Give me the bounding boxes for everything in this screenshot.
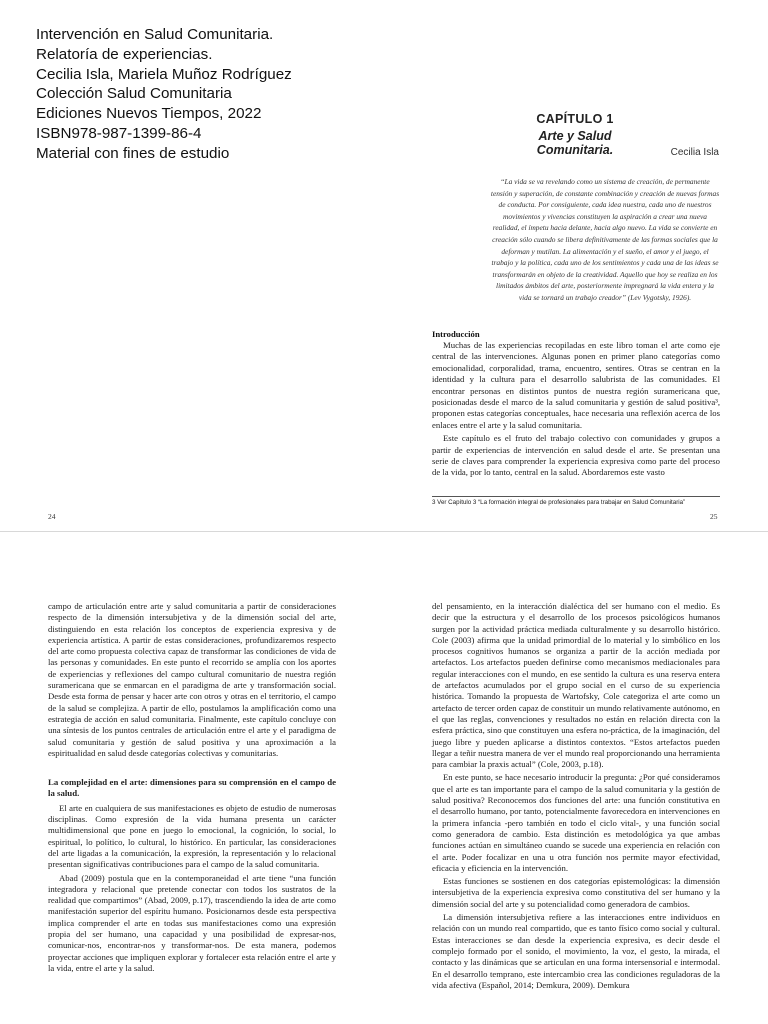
citation-line: Colección Salud Comunitaria [36,85,232,103]
citation-line: Material con fines de estudio [36,144,230,162]
citation-line: ISBN978-987-1399-86-4 [36,124,202,142]
paragraph: Este capítulo es el fruto del trabajo colectivo con comunidades y grupos a partir de experiencias de intervención en salud desde el arte. Se presentan una serie de claves para comprender la experiencia expresiva como parte del proceso de la vida, por lo tanto, central en la salud. Abordaremos este vasto [432,433,720,478]
citation-line: Cecilia Isla, Mariela Muñoz Rodríguez [36,65,292,83]
paragraph: Estas funciones se sostienen en dos categorías epistemológicas: la dimensión intersubjetiva de la experiencia expresiva como constitutiva del ser humano y la dimensión social del arte y su potencialidad como generadora de cambios. [432,876,720,909]
paragraph: En este punto, se hace necesario introducir la pregunta: ¿Por qué consideramos que el arte es tan importante para el campo de la salud comunitaria y la gestión de salud positiva? Reconocemos dos funciones del arte: una función constitutiva en el desarrollo humano, por tanto, potencialmente favorecedora en intervenciones en la primera infancia -pero también en todo el ciclo vital-, y una función social como generadora de cambio. Esta distinción es metodológica ya que ambas funciones actúan en simultáneo cuando se sucede una experiencia en relación con el arte. Poder focalizar en una u otra función nos permite mayor efectividad, eficacia y eficiencia en la intervención. [432,772,720,873]
chapter-author: Cecilia Isla [670,147,719,158]
citation-line: Relatoría de experiencias. [36,45,213,63]
intro-heading: Introducción [432,329,480,339]
page-number-left: 24 [48,512,56,521]
epigraph-quote: “La vida se va revelando como un sistema de creación, de permanente tensión y superación, de constante combinación y creación de nuevas formas de conducta. Por consiguiente, cada idea nuestra, cada uno de nuestros movimientos y vivencias constituyen la aspiración a crear una nueva realidad, el ímpetu hacia delante, hacia algo nuevo. La vida se convierte en creación sólo cuando se libera definitivamente de las formas sociales que la deforman y mutilan. La alimentación y el sueño, el amor y el juego, el trabajo y la política, cada uno de los sentimientos y cada una de las ideas se transformarán en objeto de la creatividad. Aquello que hoy se realiza en los limitados ámbitos del arte, posteriormente impregnará la vida entera y la vida se tornará un trabajo creador” (Lev Vygotsky, 1926). [490,177,720,302]
citation-line: Intervención en Salud Comunitaria. [36,26,274,43]
intro-body [432,340,720,481]
footnote: 3 Ver Capítulo 3 “La formación integral de profesionales para trabajar en Salud Comunitaria” [432,499,686,506]
paragraph: del pensamiento, en la interacción dialéctica del ser humano con el medio. Es decir que la estructura y el desarrollo de los procesos psicológicos humanos surgen por la actividad práctica mediada culturalmente y su desarrollo histórico. Cole (2003) afirma que la unidad primordial de lo material y lo simbólico en los procesos cognitivos humanos se organiza a partir de la acción mediada por artefactos. Los artefactos pueden definirse como mecanismos mediacionales para regular interacciones con el mundo, en ese sentido la cultura es una reserva entera de artefactos acumulados por el grupo social en el curso de su experiencia histórica. Tomando la propuesta de Wartofsky, Cole categoriza el arte como un artefacto de tercer orden capaz de constituir un mundo relativamente autónomo, en el que las reglas, convenciones y resultados no están en relación directa con la esfera práctica, sino que constituyen una esfera no-práctica, de la imaginación, del juego libre y pueden aplicarse a distintos contextos. “Estos artefactos pueden llegar a teñir nuestra manera de ver el mundo real proporcionando una herramienta para cambiar la praxis actual” (Cole, 2003, p.18). [432,601,721,770]
paragraph: campo de articulación entre arte y salud comunitaria a partir de consideraciones respecto de la dimensión intersubjetiva y de la dimensión social del arte, distinguiendo en esta relación los conceptos de experiencia expresiva y de experiencia artística. A partir de estas consideraciones, profundizaremos respecto del arte como propuesta colectiva capaz de transformar las condiciones de vida de las personas y comunidades. En este punto el recorrido se amplía con los aportes de experiencias y reflexiones del campo cultural comunitario de nuestra región suramericana que se enmarcan en el paradigma de arte y transformación social. Desde esta forma de pensar y hacer arte con otros y otras en el territorio, el campo de la salud se complejiza. A partir de ello, postulamos la amplificación como una estrategia de acción en salud comunitaria. Finalmente, este capítulo concluye con una síntesis de los puntos centrales de articulación entre el arte y el paradigma de salud comunitaria y gestión de salud positiva y una aproximación a la espiritualidad en salud desde categorías colectivas y comunitarias. [48,601,336,758]
paragraph: El arte en cualquiera de sus manifestaciones es objeto de estudio de numerosas disciplinas. Como expresión de la vida humana presenta un carácter multidimensional que pone en juego lo emocional, la cognición, lo social, lo espiritual, lo político, lo cultural, lo histórico. En particular, las consideraciones del arte ligadas a la comunicación, la expresión, la representación y lo relacional presentan significativas contribuciones para el campo de la salud comunitaria. [48,802,336,870]
footnote-divider [432,496,720,497]
citation-header [36,25,376,164]
chapter-label: CAPÍTULO 1 [536,112,614,126]
citation-line: Ediciones Nuevos Tiempos, 2022 [36,105,262,123]
left-column [48,601,336,976]
chapter-title: Arte y Salud Comunitaria. [536,129,614,157]
right-column [432,601,720,993]
paragraph: Muchas de las experiencias recopiladas en este libro toman el arte como eje central de las intervenciones. Algunas ponen en primer plano categorías como emocionalidad, corporalidad, trama, encuentro, sentires. Otras se centran en la identidad y la cultura para el desarrollo salubrista de las comunidades. El encontrar personas en distintos puntos de nuestra región suramericana que, posicionadas desde el marco de la salud comunitaria y gestión de salud positiva³, proponen estas categorías conceptuales, hace necesaria una reflexión acerca de los enlaces entre el arte y la salud comunitaria. [432,340,720,430]
section-heading: La complejidad en el arte: dimensiones para su comprensión en el campo de la salud. [48,777,336,799]
book-page-spread-bottom [0,532,768,1024]
paragraph: Abad (2009) postula que en la contemporaneidad el arte tiene “una función integradora y relacional que pretende conectar con todos los sustratos de la realidad que compartimos” (Abad, 2009, p.17), trascendiendo la idea de arte como manifestación superior del espíritu humano. Posicionarnos desde esta perspectiva implica comprender el arte en todas sus manifestaciones como una expresión propia del ser humano, una capacidad y una posibilidad de expresar-nos, comunicar-nos, encontrar-nos y transformar-nos. De esta manera, podemos proyectar acciones que impliquen explorar y fortalecer esta relación entre el arte y la vida, entre el arte y la salud. [48,872,336,973]
page-number-right: 25 [710,512,718,521]
paragraph: La dimensión intersubjetiva refiere a las interacciones entre individuos en relación con un mundo real compartido, que es tanto físico como social y cultural. Estas interacciones se dan desde la experiencia expresiva, es decir desde el complejo formado por el sonido, el movimiento, la voz, el gesto, la mirada, el contacto y las dinámicas que se articulan en una forma intersensorial e intermodal. En el desarrollo temprano, este intercambio crea las condiciones reguladoras de la vida afectiva (Español, 2014; Demkura, 2009). Demkura [432,912,720,990]
